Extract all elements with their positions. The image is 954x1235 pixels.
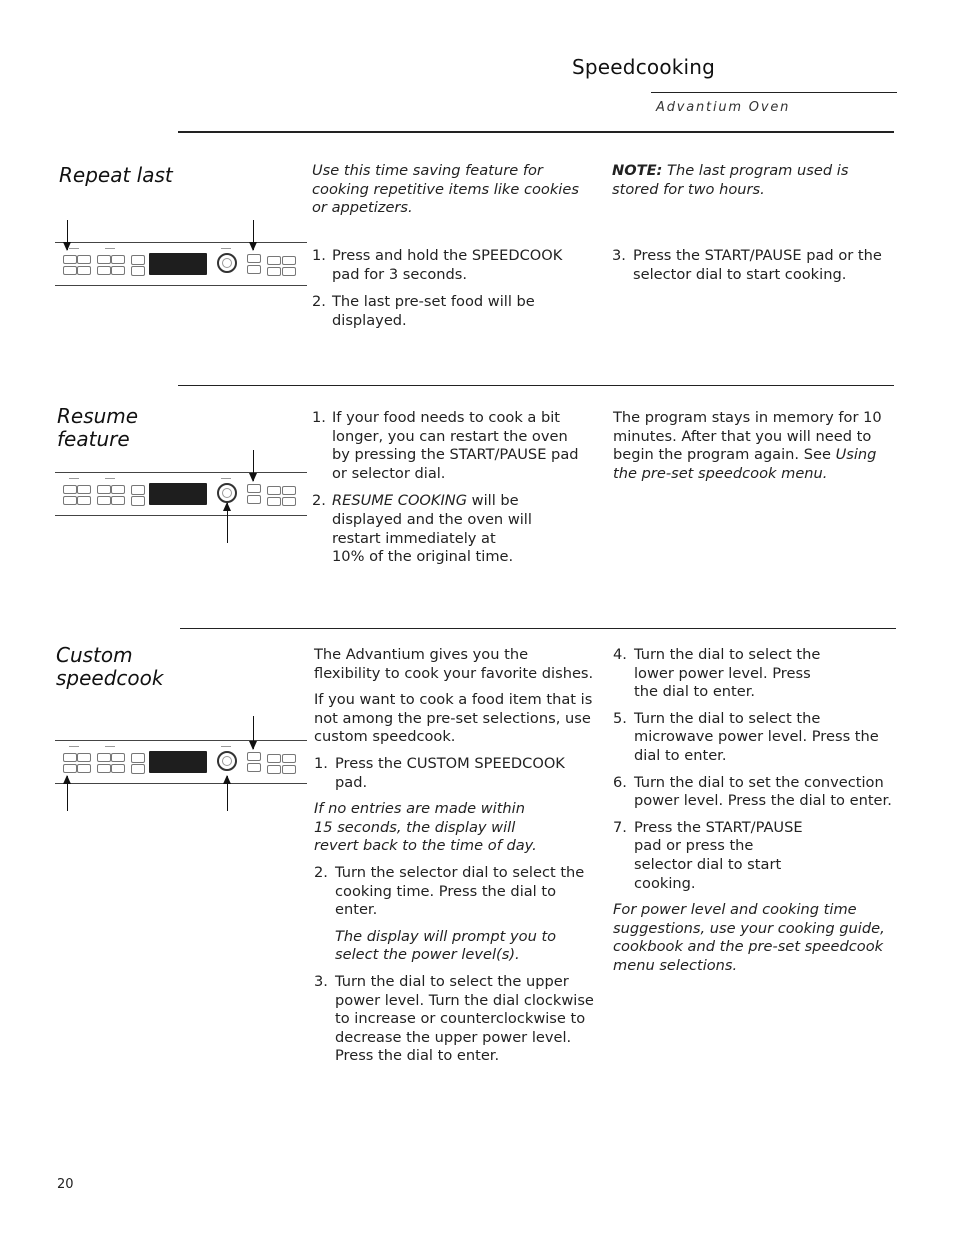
list-item: 1. Press the CUSTOM SPEEDCOOK pad.: [314, 754, 565, 791]
resume-memory-text: The program stays in memory for 10 minutes. After that you will need to begin the program again. See Using the pre-set speedcook menu.: [613, 409, 882, 482]
list-item: 6. Turn the dial to set the convection power level. Press the dial to enter.: [613, 773, 892, 810]
control-panel-diagram-resume: [55, 472, 307, 516]
repeat-intro: Use this time saving feature for cooking repetitive items like cookies or appetizers.: [312, 162, 579, 217]
section-title-custom: Custom speedcook: [56, 643, 164, 690]
pointer-arrow-custom-speedcook: [253, 716, 254, 749]
list-item: 1. If your food needs to cook a bit longer, you can restart the oven by pressing the START/PAUSE pad or selector dial.: [312, 409, 579, 482]
section-rule-custom: [180, 628, 896, 629]
page-title: Speedcooking: [572, 55, 716, 79]
custom-note2: The display will prompt you to select the power level(s).: [335, 927, 557, 964]
list-item: 3. Turn the dial to select the upper power level. Turn the dial clockwise to increase or counterclockwise to decrease the upper power level. Press the dial to enter.: [314, 972, 594, 1065]
pointer-arrow-selector-dial: [227, 776, 228, 811]
list-item: 7. Press the START/PAUSE pad or press the selector dial to start cooking.: [613, 818, 803, 892]
pointer-arrow-start-pause: [253, 450, 254, 481]
custom-col1: [314, 646, 596, 1066]
repeat-note: NOTE: The last program used is stored for two hours.: [612, 162, 849, 198]
list-item: 4. Turn the dial to select the lower power level. Press the dial to enter.: [613, 646, 821, 701]
page-subtitle: Advantium Oven: [656, 100, 791, 115]
control-panel-diagram-repeat: [55, 242, 307, 286]
header-rule: [178, 131, 894, 133]
section-title-repeat-last: Repeat last: [59, 163, 173, 187]
repeat-steps-col1: [312, 247, 582, 330]
control-panel-diagram-custom: [55, 740, 307, 784]
custom-note1: If no entries are made within 15 seconds, the display will revert back to the time of day.: [314, 800, 537, 855]
custom-col2: [613, 646, 897, 976]
list-item: 2. RESUME COOKING will be displayed and the oven will restart immediately at 10% of the original time.: [312, 492, 532, 566]
custom-para1: The Advantium gives you the flexibility to cook your favorite dishes.: [314, 646, 594, 682]
repeat-steps-col2: [612, 247, 896, 284]
list-item: 2. Turn the selector dial to select the cooking time. Press the dial to enter.: [314, 863, 585, 919]
pointer-arrow-start-pause: [253, 220, 254, 250]
page-number: 20: [57, 1177, 74, 1192]
header-rule-short: [651, 92, 897, 93]
section-title-resume: Resume feature: [57, 404, 139, 451]
pointer-arrow-selector-dial: [227, 503, 228, 543]
resume-steps: [312, 409, 590, 567]
list-item: 3. Press the START/PAUSE pad or the selector dial to start cooking.: [612, 247, 882, 283]
custom-para2: If you want to cook a food item that is not among the pre-set selections, use custom speedcook.: [314, 691, 593, 746]
list-item: 1. Press and hold the SPEEDCOOK pad for 3 seconds.: [312, 247, 563, 283]
list-item: 2. The last pre-set food will be displayed.: [312, 293, 535, 329]
custom-note3: For power level and cooking time suggestions, use your cooking guide, cookbook and the pre-set speedcook menu selections.: [613, 901, 885, 974]
list-item: 5. Turn the dial to select the microwave power level. Press the dial to enter.: [613, 709, 879, 764]
section-rule-resume: [178, 385, 894, 386]
pointer-arrow-speedcook: [67, 220, 68, 250]
pointer-arrow-custom-pad: [67, 776, 68, 811]
